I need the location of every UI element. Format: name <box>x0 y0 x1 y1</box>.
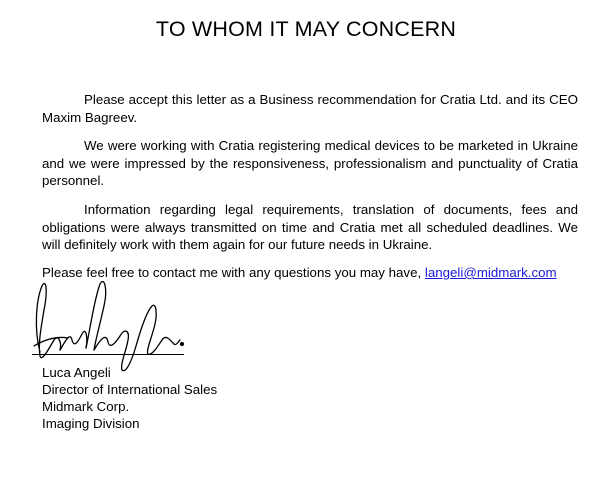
signer-title: Director of International Sales <box>42 382 218 397</box>
signer-division: Imaging Division <box>42 416 140 431</box>
signer-name: Luca Angeli <box>42 365 111 380</box>
paragraph-experience: We were working with Cratia registering medical devices to be marketed in Ukraine and we were impressed by the responsiveness, professionalism and punctuality of Cratia personnel. <box>42 138 578 189</box>
paragraph-information: Information regarding legal requirements, translation of documents, fees and obligations were always transmitted on time and Cratia met all scheduled deadlines. We will definitely work with them again for our future needs in Ukraine. <box>42 202 578 253</box>
signer-block <box>42 364 217 432</box>
signer-company: Midmark Corp. <box>42 399 130 414</box>
email-link[interactable]: langeli@midmark.com <box>424 265 557 280</box>
signature-image <box>24 270 194 376</box>
signature-line <box>32 354 184 355</box>
contact-text: Please feel free to contact me with any questions you may have, <box>42 265 425 280</box>
letter-title: TO WHOM IT MAY CONCERN <box>155 17 457 41</box>
paragraph-recommendation: Please accept this letter as a Business recommendation for Cratia Ltd. and its CEO Maxim Bagreev. <box>42 92 578 125</box>
